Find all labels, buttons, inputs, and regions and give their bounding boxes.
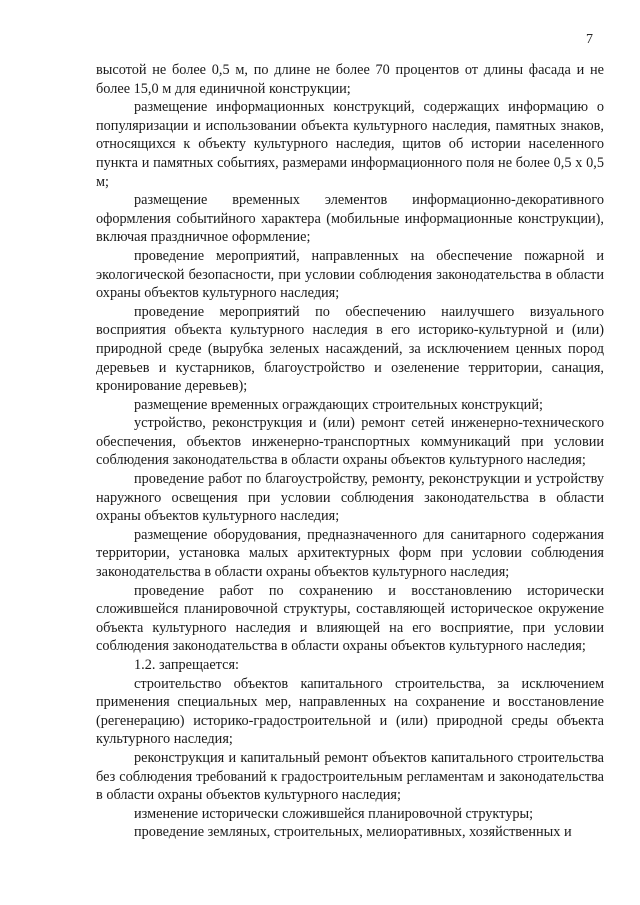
paragraph-temporary-fencing: размещение временных ограждающих строительных конструкций; [134, 396, 543, 413]
paragraph-sanitary-equipment: размещение оборудования, предназначенного для санитарного содержания территории, установка малых архитектурных форм при условии соблюдения законодательства в области охраны объектов культурного наследия; [96, 526, 604, 581]
document-body [96, 61, 604, 842]
paragraph-temporary-decorative-elements: размещение временных элементов информационно-декоративного оформления событийного характера (мобильные информационные конструкции), включая праздничное оформление; [96, 192, 604, 246]
section-heading-prohibited: 1.2. запрещается: [134, 657, 239, 673]
paragraph-continuation-height-limit: высотой не более 0,5 м, по длине не более 70 процентов от длины фасада и не более 15,0 м для единичной конструкции; [96, 62, 604, 97]
paragraph-visual-perception-measures: проведение мероприятий по обеспечению наилучшего визуального восприятия объекта культурного наследия в его историко-культурной и (или) природной среде (вырубка зеленых насаждений, за исключением ценных пород деревьев и кустарников, благоустройство и озеленение территории, санация, кронирование деревьев); [96, 303, 604, 395]
paragraph-information-structures: размещение информационных конструкций, содержащих информацию о популяризации и использовании объекта культурного наследия, памятных знаков, относящихся к объекту культурного наследия, щитов об истории населенного пункта и памятных событиях, размерами информационного поля не более 0,5 х 0,5 м; [96, 99, 604, 190]
paragraph-planning-structure-change: изменение исторически сложившейся планировочной структуры; [134, 805, 534, 822]
paragraph-capital-construction: строительство объектов капитального строительства, за исключением применения специальных мер, направленных на сохранение и восстановление (регенерацию) историко-градостроительной и (или) природной среды объекта культурного наследия; [96, 675, 604, 748]
paragraph-earthworks: проведение земляных, строительных, мелиоративных, хозяйственных и [134, 824, 572, 841]
paragraph-fire-ecological-safety: проведение мероприятий, направленных на обеспечение пожарной и экологической безопасности, при условии соблюдения законодательства в области охраны объектов культурного наследия; [96, 247, 604, 302]
paragraph-planning-structure-restoration: проведение работ по сохранению и восстановлению исторически сложившейся планировочной структуры, составляющей историческое окружение объекта культурного наследия и влияющей на его восприятие, при условии соблюдения законодательства в области охраны объектов культурного наследия; [96, 582, 604, 655]
page-number: 7 [586, 32, 593, 47]
paragraph-landscaping-lighting: проведение работ по благоустройству, ремонту, реконструкции и устройству наружного освещения при условии соблюдения законодательства в области охраны объектов культурного наследия; [96, 471, 604, 525]
paragraph-reconstruction-repair: реконструкция и капитальный ремонт объектов капитального строительства без соблюдения требований к градостроительным регламентам и законодательства в области охраны объектов культурного наследия; [96, 749, 604, 804]
paragraph-engineering-networks: устройство, реконструкция и (или) ремонт сетей инженерно-технического обеспечения, объектов инженерно-транспортных коммуникаций при условии соблюдения законодательства в области охраны объектов культурного наследия; [96, 415, 604, 469]
